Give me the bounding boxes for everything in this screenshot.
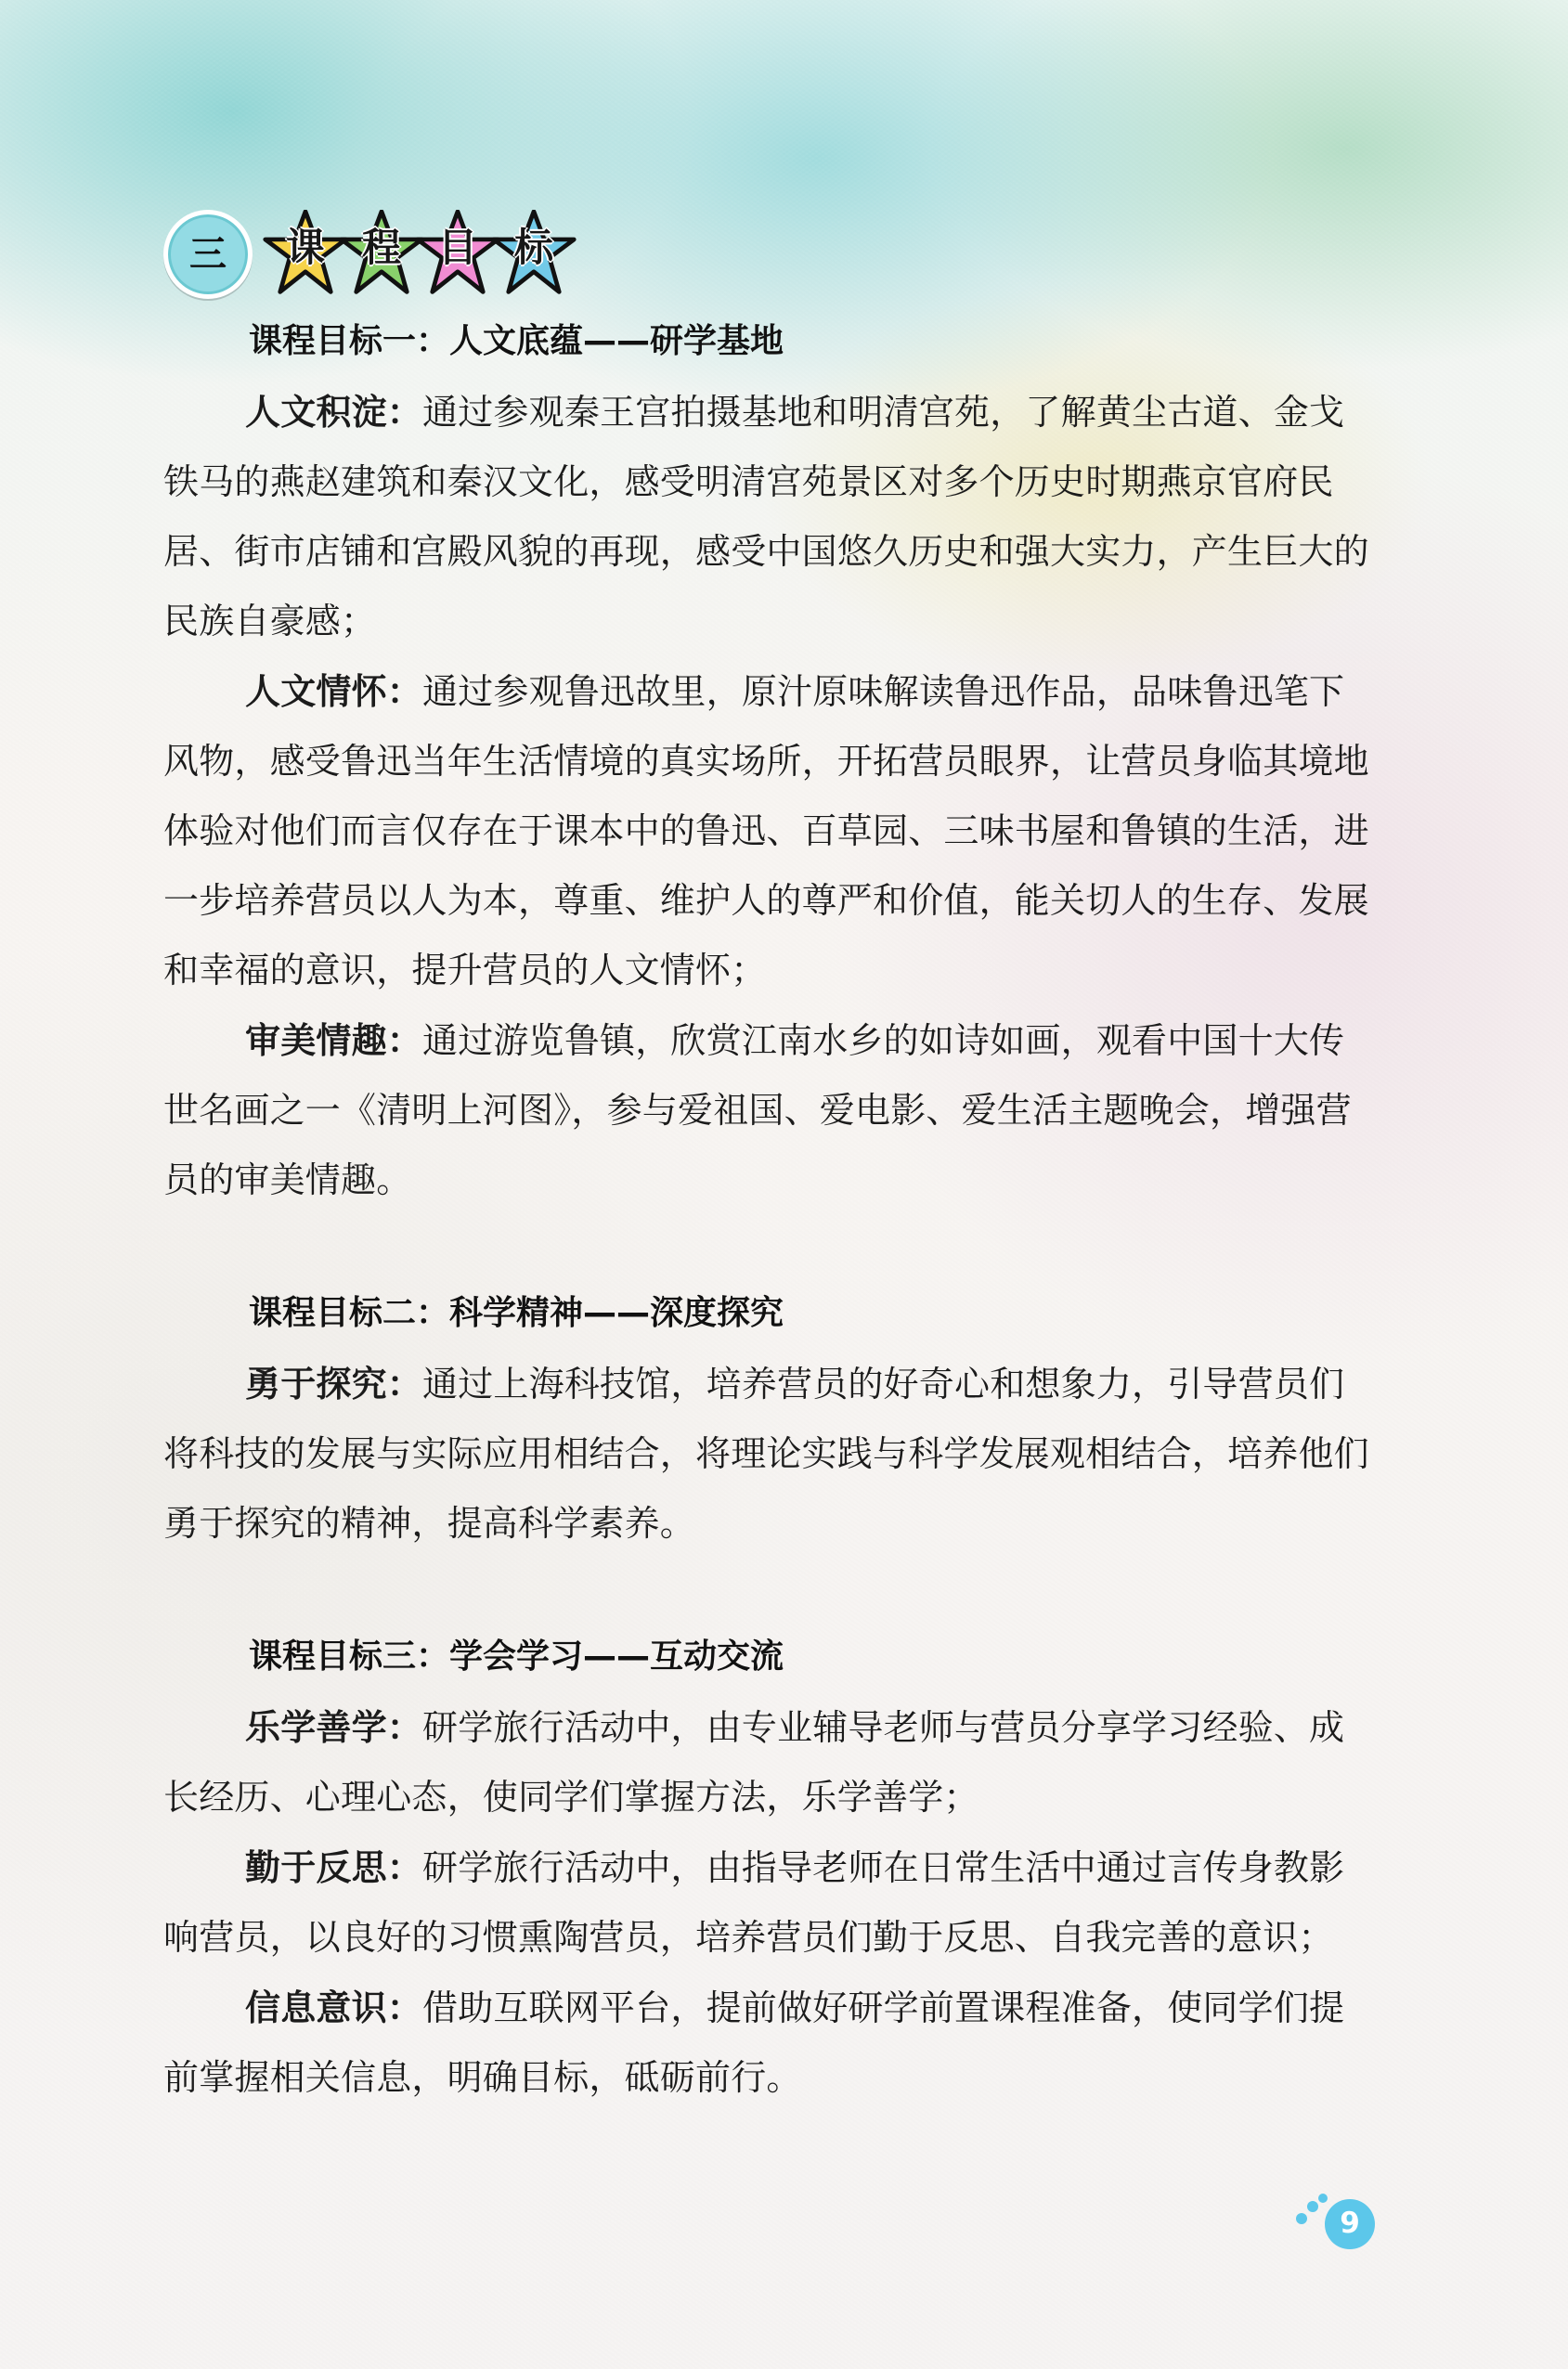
goal-three bbox=[163, 1629, 1374, 2113]
paragraph-text: 通过参观鲁迅故里，原汁原味解读鲁迅作品，品味鲁迅笔下风物，感受鲁迅当年生活情境的真实场所，开拓营员眼界，让营员身临其境地体验对他们而言仅存在于课本中的鲁迅、百草园、三味书屋和鲁镇的生活，进一步培养营员以人为本，尊重、维护人的尊严和价值，能关切人的生存、发展和幸福的意识，提升营员的人文情怀； bbox=[163, 671, 1369, 990]
title-star-2 bbox=[338, 210, 425, 297]
paragraph-text: 通过参观秦王宫拍摄基地和明清宫苑，了解黄尘古道、金戈铁马的燕赵建筑和秦汉文化，感受明清宫苑景区对多个历史时期燕京官府民居、街市店铺和宫殿风貌的再现，感受中国悠久历史和强大实力，产生巨大的民族自豪感； bbox=[163, 392, 1369, 641]
section-title bbox=[262, 206, 596, 308]
title-star-3 bbox=[414, 210, 501, 297]
paragraph-text: 借助互联网平台，提前做好研学前置课程准备，使同学们提前掌握相关信息，明确目标，砥砺前行。 bbox=[163, 1987, 1345, 2098]
paragraph-text: 通过上海科技馆，培养营员的好奇心和想象力，引导营员们将科技的发展与实际应用相结合，将理论实践与科学发展观相结合，培养他们勇于探究的精神，提高科学素养。 bbox=[163, 1364, 1369, 1544]
title-char-target: 目 bbox=[437, 225, 477, 270]
paw-toe bbox=[1318, 2194, 1328, 2203]
section-number-badge: 三 bbox=[163, 210, 253, 299]
paragraph-text: 研学旅行活动中，由专业辅导老师与营员分享学习经验、成长经历、心理心态，使同学们掌握方法，乐学善学； bbox=[163, 1707, 1345, 1818]
page-number: 9 bbox=[1340, 2207, 1360, 2240]
paragraph-text: 通过游览鲁镇，欣赏江南水乡的如诗如画，观看中国十大传世名画之一《清明上河图》，参与爱祖国、爱电影、爱生活主题晚会，增强营员的审美情趣。 bbox=[163, 1020, 1352, 1200]
title-char-course: 课 bbox=[285, 225, 325, 270]
title-star-4 bbox=[490, 210, 577, 297]
goal-heading: 课程目标一：人文底蕴——研学基地 bbox=[249, 322, 784, 360]
paw-toe bbox=[1296, 2213, 1307, 2224]
paragraph-aesthetic-interest bbox=[163, 1005, 1374, 1215]
goal-heading: 课程目标二：科学精神——深度探究 bbox=[249, 1294, 784, 1332]
paragraph-label: 乐学善学： bbox=[245, 1706, 423, 1748]
paragraph-label: 信息意识： bbox=[245, 1987, 423, 2028]
goal-one bbox=[163, 314, 1374, 1215]
paragraph-label: 审美情趣： bbox=[245, 1019, 423, 1061]
title-char-standard: 标 bbox=[513, 225, 553, 270]
paragraph-cultural-sentiment bbox=[163, 656, 1374, 1005]
goal-heading: 课程目标三：学会学习——互动交流 bbox=[249, 1638, 784, 1676]
paragraph-label: 人文情怀： bbox=[245, 670, 423, 712]
paw-toe bbox=[1307, 2201, 1318, 2212]
section-heading bbox=[163, 206, 609, 308]
goal-two bbox=[163, 1286, 1374, 1559]
paragraph-label: 人文积淀： bbox=[245, 391, 423, 433]
course-goals-content bbox=[163, 314, 1374, 2113]
paragraph-text: 研学旅行活动中，由指导老师在日常生活中通过言传身教影响营员，以良好的习惯熏陶营员，培养营员们勤于反思、自我完善的意识； bbox=[163, 1847, 1345, 1958]
page-number-badge bbox=[1287, 2191, 1383, 2256]
paragraph-information-awareness bbox=[163, 1973, 1374, 2113]
paragraph-brave-exploration bbox=[163, 1349, 1374, 1559]
title-star-1 bbox=[262, 210, 349, 297]
paragraph-reflection bbox=[163, 1832, 1374, 1973]
paragraph-cultural-accumulation bbox=[163, 377, 1374, 656]
paragraph-enjoy-learning bbox=[163, 1692, 1374, 1832]
paragraph-label: 勇于探究： bbox=[245, 1363, 423, 1405]
paragraph-label: 勤于反思： bbox=[245, 1846, 423, 1888]
title-char-process: 程 bbox=[361, 225, 401, 270]
